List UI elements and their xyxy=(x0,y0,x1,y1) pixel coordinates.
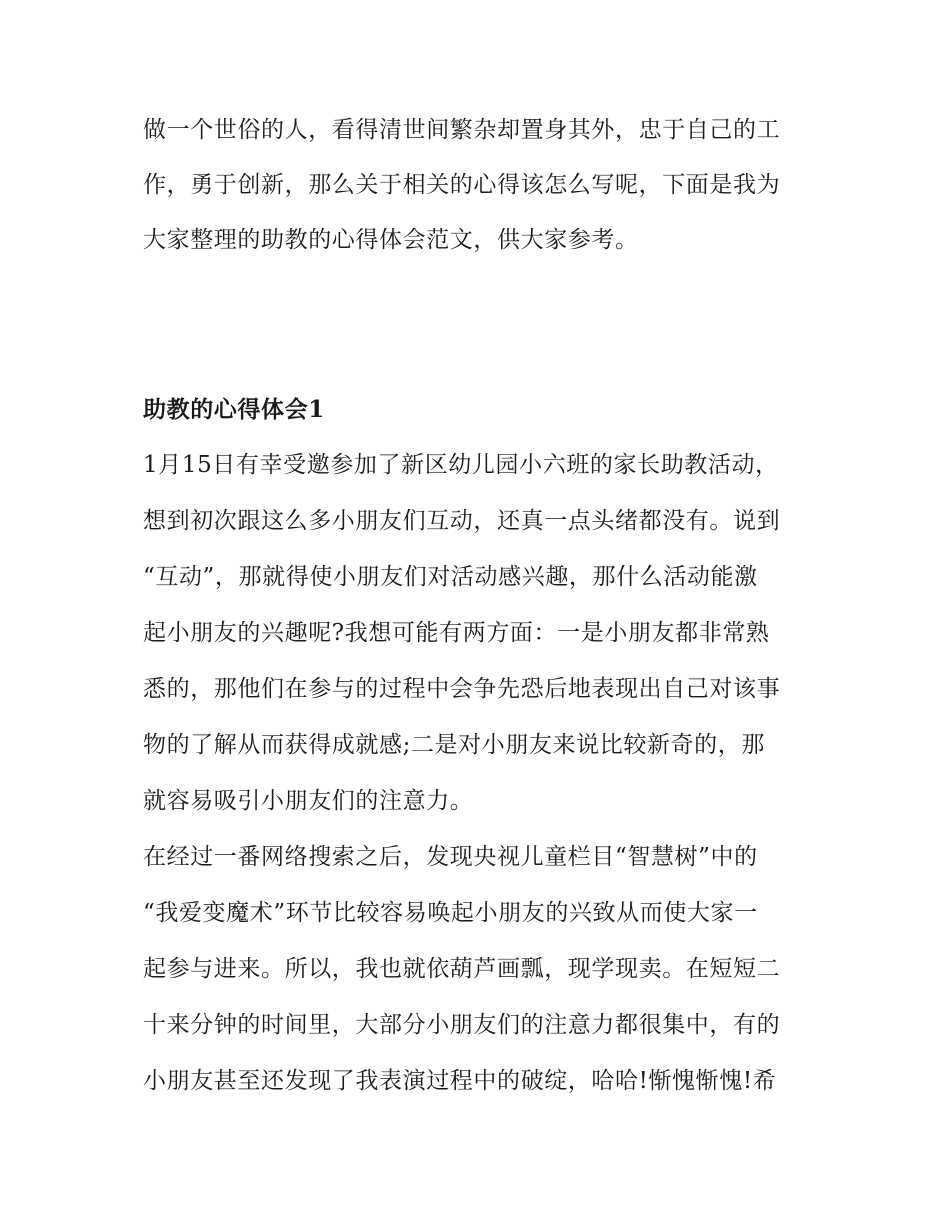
paragraph1-line-7: 就容易吸引小朋友们的注意力。 xyxy=(143,788,474,814)
paragraph1-line-1: 1月15日有幸受邀参加了新区幼儿园小六班的家长助教活动， xyxy=(143,452,779,478)
paragraph1-line-5: 悉的，那他们在参与的过程中会争先恐后地表现出自己对该事 xyxy=(143,676,781,702)
intro-line-3: 大家整理的助教的心得体会范文，供大家参考。 xyxy=(143,227,639,253)
paragraph2-line-4: 十来分钟的时间里，大部分小朋友们的注意力都很集中，有的 xyxy=(143,1012,781,1038)
section-heading: 助教的心得体会1 xyxy=(143,396,325,423)
paragraph2-line-5: 小朋友甚至还发现了我表演过程中的破绽，哈哈!惭愧惭愧!希 xyxy=(143,1068,777,1094)
paragraph1-line-2: 想到初次跟这么多小朋友们互动，还真一点头绪都没有。说到 xyxy=(143,508,781,534)
paragraph1-line-3: “互动”，那就得使小朋友们对活动感兴趣，那什么活动能激 xyxy=(143,564,758,590)
paragraph1-line-4: 起小朋友的兴趣呢?我想可能有两方面：一是小朋友都非常熟 xyxy=(143,620,770,646)
paragraph2-line-2: “我爱变魔术”环节比较容易唤起小朋友的兴致从而使大家一 xyxy=(143,900,758,926)
intro-line-1: 做一个世俗的人，看得清世间繁杂却置身其外，忠于自己的工 xyxy=(143,117,781,143)
paragraph2-line-3: 起参与进来。所以，我也就依葫芦画瓢，现学现卖。在短短二 xyxy=(143,956,781,982)
paragraph2-line-1: 在经过一番网络搜索之后，发现央视儿童栏目“智慧树”中的 xyxy=(143,844,758,870)
paragraph1-line-6: 物的了解从而获得成就感;二是对小朋友来说比较新奇的，那 xyxy=(143,732,765,758)
intro-line-2: 作，勇于创新，那么关于相关的心得该怎么写呢，下面是我为 xyxy=(143,172,781,198)
